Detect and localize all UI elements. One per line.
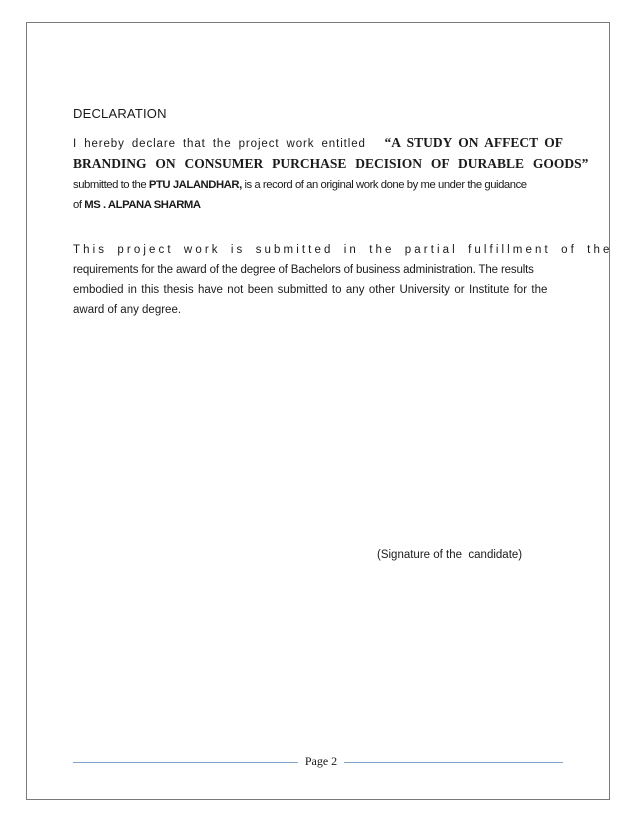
paragraph-line (73, 154, 589, 175)
footer-rule-right (344, 762, 563, 763)
paragraph-line (73, 175, 563, 195)
university-name: PTU JALANDHAR, (148, 179, 242, 191)
paragraph-line: award of any degree. (73, 304, 182, 316)
declaration-heading: DECLARATION (73, 106, 167, 121)
of-prefix: of (73, 199, 82, 211)
paragraph-line: embodied in this thesis have not been submitted to any other University or Institute for the (73, 284, 548, 296)
page-number: Page 2 (304, 754, 338, 768)
signature-label: (Signature of the candidate) (377, 549, 523, 561)
guide-name: MS . ALPANA SHARMA (84, 199, 201, 211)
record-text: is a record of an original work done by me under the guidance (244, 179, 527, 191)
paragraph-line: requirements for the award of the degree of Bachelors of business administration. The results (73, 264, 534, 276)
project-title-part1: “A STUDY ON AFFECT OF (384, 135, 563, 150)
submission-paragraph (73, 240, 613, 320)
footer-rule-left (73, 762, 298, 763)
project-title-part2: BRANDING ON CONSUMER PURCHASE DECISION OF DURABLE GOODS” (73, 156, 589, 171)
declaration-paragraph (73, 133, 589, 215)
submitted-to-prefix: submitted to the (73, 179, 147, 191)
intro-text: I hereby declare that the project work entitled (73, 138, 366, 150)
paragraph-line (73, 195, 563, 215)
paragraph-line (73, 133, 563, 154)
paragraph-line: This project work is submitted in the partial fulfillment of the (73, 244, 613, 256)
